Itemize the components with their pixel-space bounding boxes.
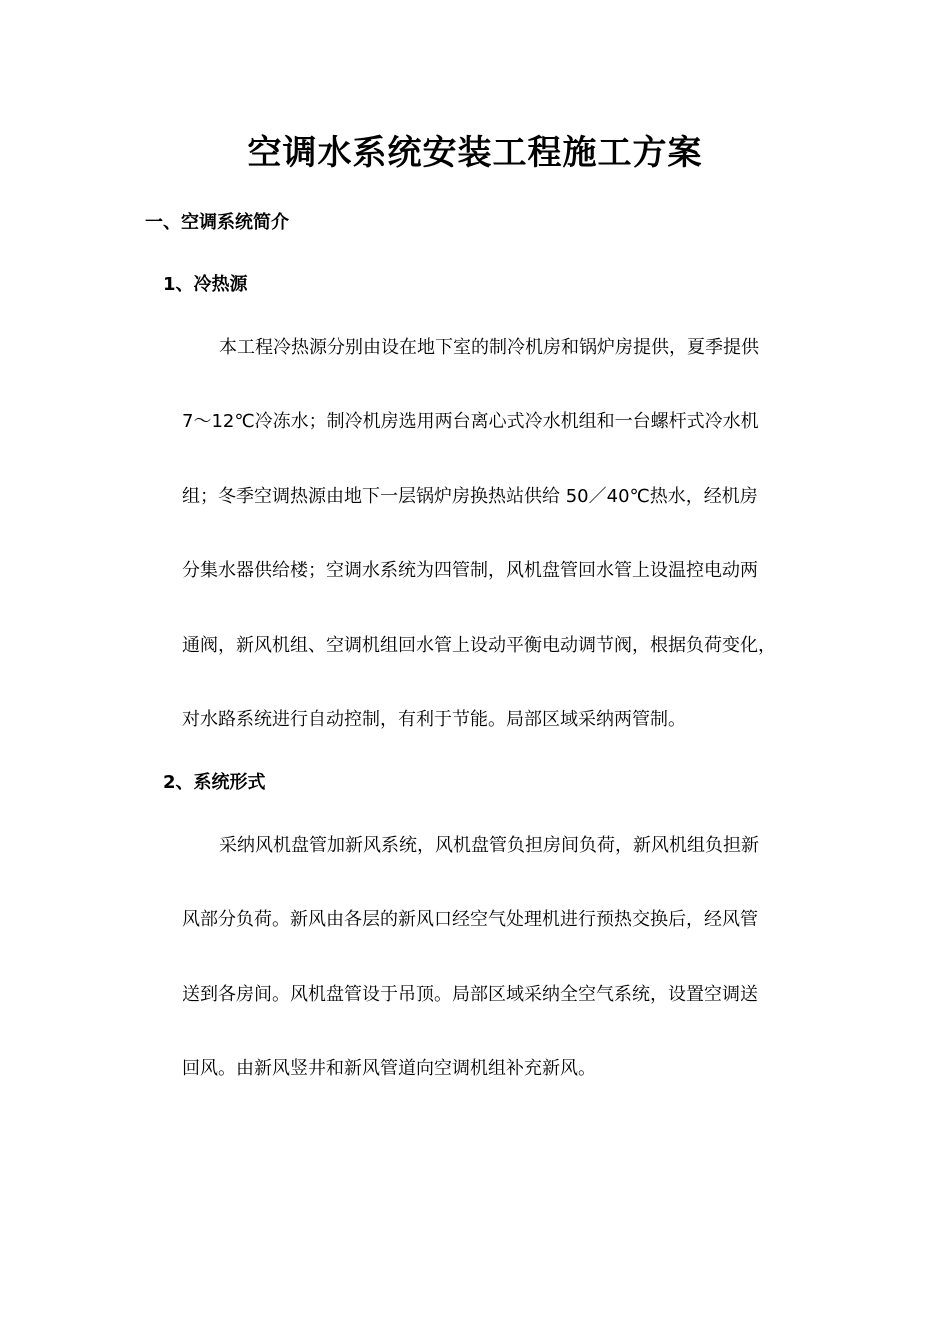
paragraph-line: 送到各房间。风机盘管设于吊顶。局部区域采纳全空气系统，设置空调送 — [182, 984, 758, 1005]
paragraph-line: 回风。由新风竖井和新风管道向空调机组补充新风。 — [182, 1058, 596, 1079]
paragraph-line: 分集水器供给楼；空调水系统为四管制，风机盘管回水管上设温控电动两 — [182, 560, 758, 581]
paragraph-line: 本工程冷热源分别由设在地下室的制冷机房和锅炉房提供，夏季提供 — [219, 337, 759, 358]
document-title: 空调水系统安装工程施工方案 — [247, 133, 703, 173]
paragraph-line: 通阀，新风机组、空调机组回水管上设动平衡电动调节阀，根据负荷变化， — [182, 635, 776, 656]
subsection-heading-system-form: 2、系统形式 — [163, 772, 266, 793]
paragraph-line: 采纳风机盘管加新风系统，风机盘管负担房间负荷，新风机组负担新 — [219, 835, 759, 856]
paragraph-line: 7～12℃冷冻水；制冷机房选用两台离心式冷水机组和一台螺杆式冷水机 — [182, 411, 759, 432]
paragraph-line: 风部分负荷。新风由各层的新风口经空气处理机进行预热交换后，经风管 — [182, 909, 758, 930]
section-heading-intro: 一、空调系统简介 — [145, 212, 289, 233]
paragraph-line: 组；冬季空调热源由地下一层锅炉房换热站供给 50／40℃热水，经机房 — [182, 486, 758, 507]
subsection-heading-heat-source: 1、冷热源 — [163, 274, 248, 295]
paragraph-line: 对水路系统进行自动控制，有利于节能。局部区域采纳两管制。 — [182, 709, 686, 730]
